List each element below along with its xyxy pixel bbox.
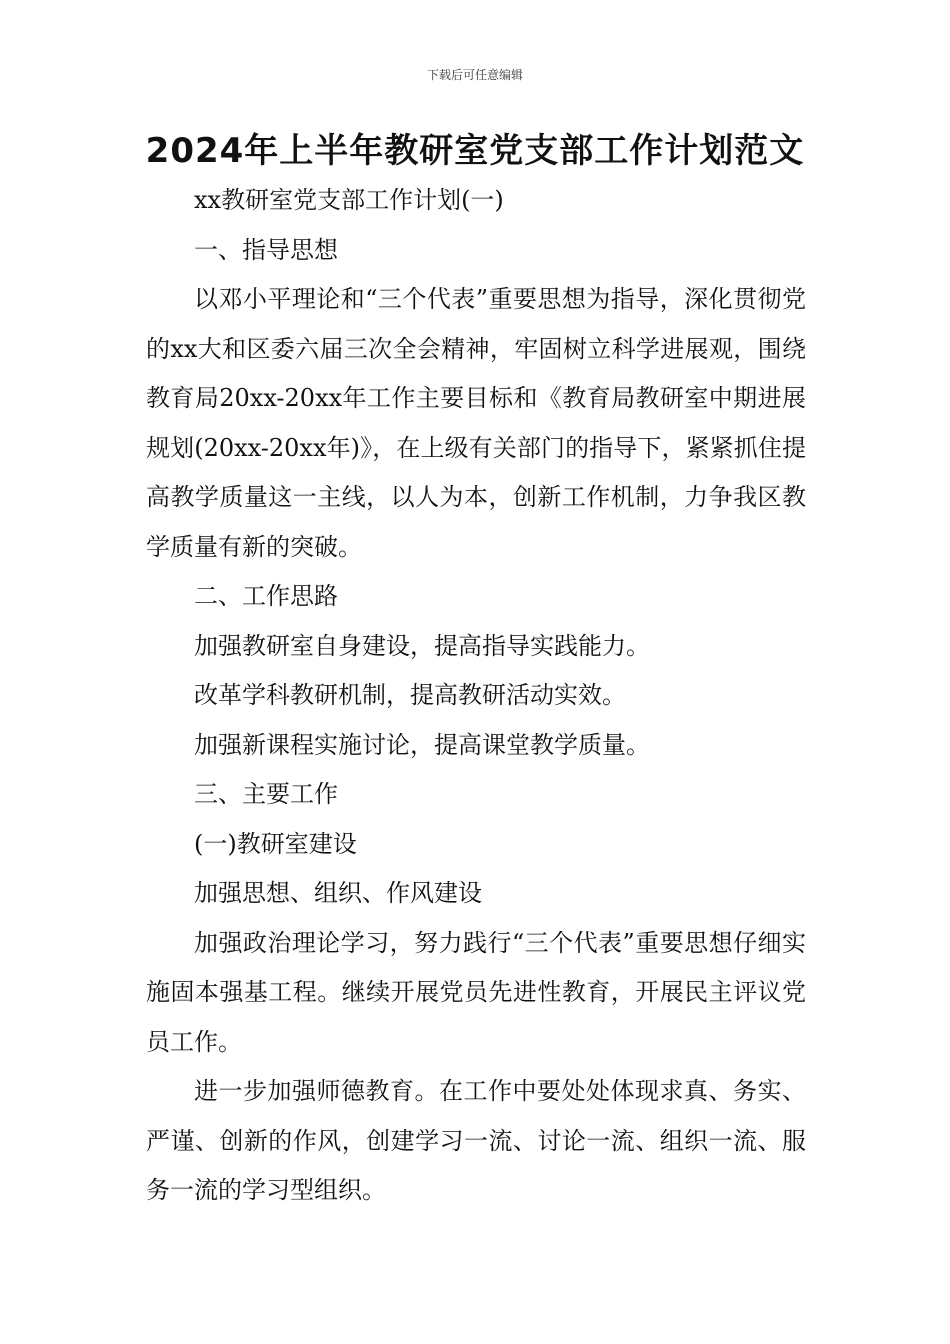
subsection-heading: 加强思想、组织、作风建设 bbox=[194, 879, 482, 907]
header-note: 下载后可任意编辑 bbox=[426, 68, 523, 82]
body-paragraph: 加强新课程实施讨论，提高课堂教学质量。 bbox=[194, 730, 650, 759]
document-title: 2024年上半年教研室党支部工作计划范文 bbox=[145, 131, 805, 171]
body-paragraph: 改革学科教研机制，提高教研活动实效。 bbox=[194, 681, 626, 709]
body-paragraph: 进一步加强师德教育。在工作中要处处体现求真、务实、严谨、创新的作风，创建学习一流、讨论一流、组织一流、服务一流的学习型组织。 bbox=[146, 1077, 806, 1204]
section-heading-work-ideas: 二、工作思路 bbox=[194, 582, 338, 610]
subtitle-paragraph: xx教研室党支部工作计划(一) bbox=[194, 186, 504, 214]
body-paragraph: 加强政治理论学习，努力践行“三个代表”重要思想仔细实施固本强基工程。继续开展党员先进性教育，开展民主评议党员工作。 bbox=[146, 928, 806, 1056]
subsection-heading: (一)教研室建设 bbox=[194, 829, 357, 858]
section-heading-main-work: 三、主要工作 bbox=[194, 780, 338, 808]
document-body bbox=[146, 176, 806, 1216]
section-heading-guiding-thought: 一、指导思想 bbox=[194, 235, 338, 264]
body-paragraph: 以邓小平理论和“三个代表”重要思想为指导，深化贯彻党的xx大和区委六届三次全会精神，牢固树立科学进展观，围绕教育局20xx-20xx年工作主要目标和《教育局教研室中期进展规划(20xx-20xx年)》，在上级有关部门的指导下，紧紧抓住提高教学质量这一主线，以人为本，创新工作机制，力争我区教学质量有新的突破。 bbox=[146, 285, 806, 561]
body-paragraph: 加强教研室自身建设，提高指导实践能力。 bbox=[194, 631, 650, 660]
